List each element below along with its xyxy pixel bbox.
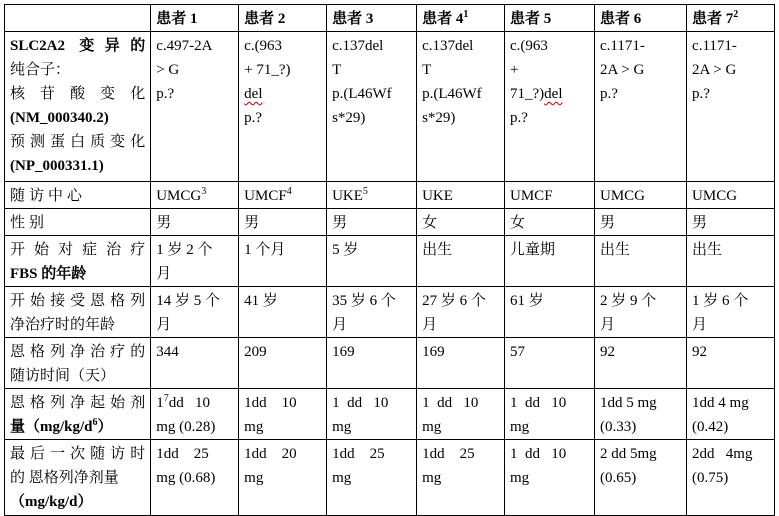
cell-fbs-age-p2: 1 个月 xyxy=(239,236,327,287)
cell-followup-p2: 209 xyxy=(239,338,327,389)
cell-sex-p3: 男 xyxy=(327,209,417,236)
footnote-ref: 4 xyxy=(286,186,292,197)
cell-empa-age-p7: 1 岁 6 个 月 xyxy=(687,287,775,338)
cell-last-dose-p3: 1dd 25 mg xyxy=(327,440,417,516)
row-label-fbs-age: 开始对症治疗 FBS 的年龄 xyxy=(5,236,151,287)
cell-fbs-age-p1: 1 岁 2 个 月 xyxy=(151,236,239,287)
cell-empa-age-p1: 14 岁 5 个 月 xyxy=(151,287,239,338)
cell-fbs-age-p7: 出生 xyxy=(687,236,775,287)
row-label-center: 随访中心 xyxy=(5,182,151,209)
cell-start-dose-p7: 1dd 4 mg (0.42) xyxy=(687,389,775,440)
cell-variant-p2: c.(963 + 71_?) del p.? xyxy=(239,32,327,182)
cell-sex-p7: 男 xyxy=(687,209,775,236)
row-followup xyxy=(5,338,775,389)
cell-empa-age-p2: 41 岁 xyxy=(239,287,327,338)
row-center xyxy=(5,182,775,209)
cell-sex-p6: 男 xyxy=(595,209,687,236)
cell-fbs-age-p4: 出生 xyxy=(417,236,505,287)
row-label-empa-age: 开始接受恩格列 净治疗时的年龄 xyxy=(5,287,151,338)
cell-last-dose-p6: 2 dd 5mg (0.65) xyxy=(595,440,687,516)
cell-start-dose-p3: 1 dd 10 mg xyxy=(327,389,417,440)
cell-center-p3: UKE$^5$ xyxy=(327,182,417,209)
footnote-ref: 2 xyxy=(733,9,739,20)
header-patient-6: 患者 6 xyxy=(595,5,687,32)
cell-empa-age-p6: 2 岁 9 个 月 xyxy=(595,287,687,338)
row-sex xyxy=(5,209,775,236)
cell-start-dose-p2: 1dd 10 mg xyxy=(239,389,327,440)
cell-variant-p5: c.(963 + 71_?)del p.? xyxy=(505,32,595,182)
cell-followup-p4: 169 xyxy=(417,338,505,389)
header-patient-2: 患者 2 xyxy=(239,5,327,32)
footnote-ref: 3 xyxy=(201,186,207,197)
cell-sex-p4: 女 xyxy=(417,209,505,236)
cell-followup-p1: 344 xyxy=(151,338,239,389)
row-empa-age xyxy=(5,287,775,338)
header-patient-3: 患者 3 xyxy=(327,5,417,32)
header-patient-5: 患者 5 xyxy=(505,5,595,32)
cell-followup-p3: 169 xyxy=(327,338,417,389)
cell-center-p4: UKE xyxy=(417,182,505,209)
cell-start-dose-p5: 1 dd 10 mg xyxy=(505,389,595,440)
row-fbs-age xyxy=(5,236,775,287)
cell-start-dose-p4: 1 dd 10 mg xyxy=(417,389,505,440)
cell-variant-p6: c.1171- 2A > G p.? xyxy=(595,32,687,182)
header-empty-cell xyxy=(5,5,151,32)
cell-last-dose-p5: 1 dd 10 mg xyxy=(505,440,595,516)
cell-variant-p3: c.137del T p.(L46Wf s*29) xyxy=(327,32,417,182)
header-row xyxy=(5,5,775,32)
cell-variant-p4: c.137del T p.(L46Wf s*29) xyxy=(417,32,505,182)
header-patient-7: 患者 $7^2$ xyxy=(687,5,775,32)
cell-sex-p2: 男 xyxy=(239,209,327,236)
row-label-last-dose: 最后一次随访时 的 恩格列净剂量 （mg/kg/d） xyxy=(5,440,151,516)
cell-empa-age-p4: 27 岁 6 个 月 xyxy=(417,287,505,338)
cell-center-p5: UMCF xyxy=(505,182,595,209)
cell-last-dose-p4: 1dd 25 mg xyxy=(417,440,505,516)
row-label-sex: 性别 xyxy=(5,209,151,236)
cell-sex-p5: 女 xyxy=(505,209,595,236)
row-label-start-dose: 恩格列净起始剂 量$(mg/kg/d^6)$ xyxy=(5,389,151,440)
row-variant xyxy=(5,32,775,182)
cell-center-p2: UMCF$^4$ xyxy=(239,182,327,209)
footnote-ref: 5 xyxy=(362,186,368,197)
cell-center-p7: UMCG xyxy=(687,182,775,209)
cell-followup-p7: 92 xyxy=(687,338,775,389)
cell-center-p1: UMCG$^3$ xyxy=(151,182,239,209)
cell-last-dose-p1: 1dd 25 mg (0.68) xyxy=(151,440,239,516)
cell-sex-p1: 男 xyxy=(151,209,239,236)
cell-fbs-age-p6: 出生 xyxy=(595,236,687,287)
cell-fbs-age-p3: 5 岁 xyxy=(327,236,417,287)
cell-start-dose-p1: $1^7dd$ 10 mg (0.28) xyxy=(151,389,239,440)
footnote-ref: 7 xyxy=(163,393,169,404)
row-label-variant: SLC2A2 变异的 纯合子： 核苷酸变化 (NM_000340.2) 预测蛋白质变化 (NP_000331.1) xyxy=(5,32,151,182)
cell-variant-p1: c.497-2A > G p.? xyxy=(151,32,239,182)
footnote-ref: 1 xyxy=(463,9,469,20)
cell-start-dose-p6: 1dd 5 mg (0.33) xyxy=(595,389,687,440)
cell-followup-p5: 57 xyxy=(505,338,595,389)
cell-fbs-age-p5: 儿童期 xyxy=(505,236,595,287)
cell-followup-p6: 92 xyxy=(595,338,687,389)
row-label-followup: 恩格列净治疗的 随访时间（天） xyxy=(5,338,151,389)
header-patient-4: 患者 $4^1$ xyxy=(417,5,505,32)
header-patient-1: 患者 1 xyxy=(151,5,239,32)
footnote-ref: 6 xyxy=(92,417,98,428)
row-start-dose xyxy=(5,389,775,440)
cell-variant-p7: c.1171- 2A > G p.? xyxy=(687,32,775,182)
patient-table xyxy=(4,4,775,516)
cell-center-p6: UMCG xyxy=(595,182,687,209)
cell-last-dose-p7: 2dd 4mg (0.75) xyxy=(687,440,775,516)
cell-last-dose-p2: 1dd 20 mg xyxy=(239,440,327,516)
cell-empa-age-p5: 61 岁 xyxy=(505,287,595,338)
cell-empa-age-p3: 35 岁 6 个 月 xyxy=(327,287,417,338)
row-last-dose xyxy=(5,440,775,516)
